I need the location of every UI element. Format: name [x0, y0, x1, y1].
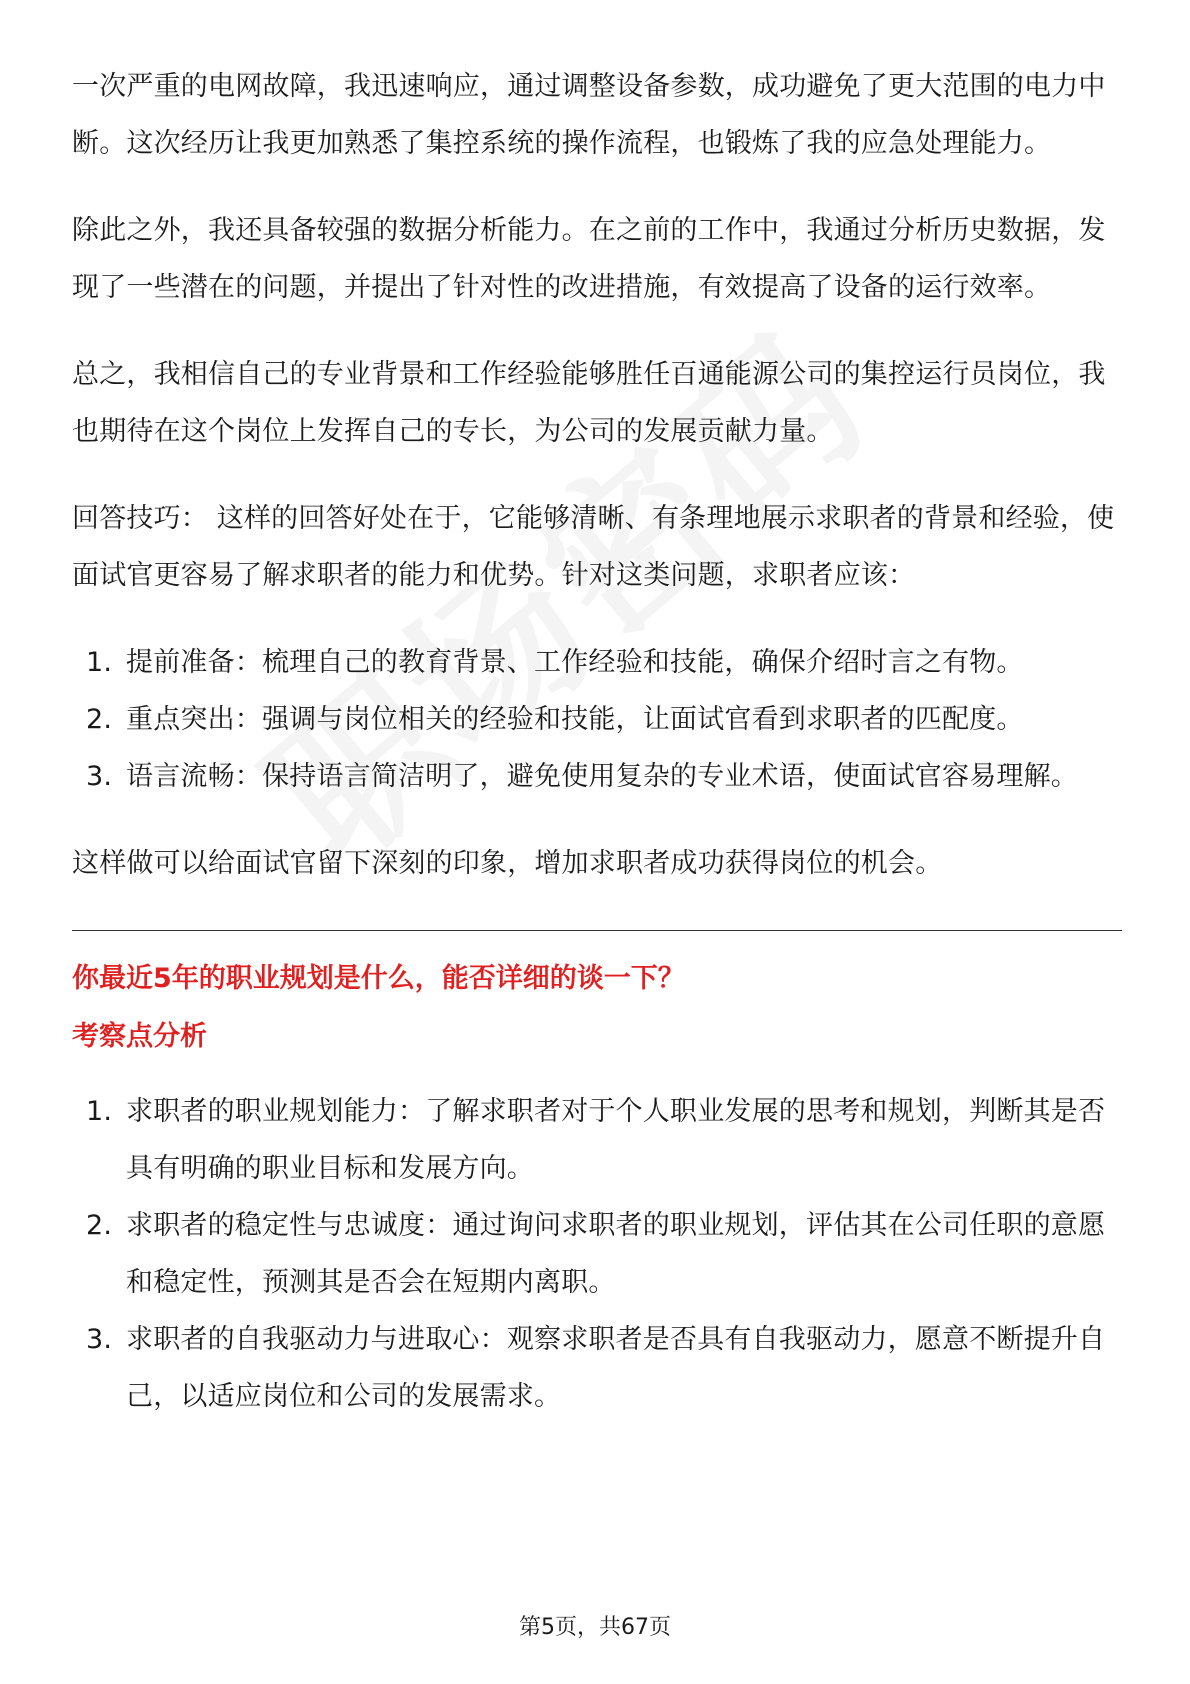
- list-text: 求职者的职业规划能力：了解求职者对于个人职业发展的思考和规划，判断其是否具有明确的职业目标和发展方向。: [126, 1096, 1106, 1184]
- list-text: 求职者的稳定性与忠诚度：通过询问求职者的职业规划，评估其在公司任职的意愿和稳定性，预测其是否会在短期内离职。: [126, 1210, 1106, 1298]
- list-item: [72, 1311, 1122, 1425]
- page-footer: 第5页，共67页: [519, 1615, 671, 1640]
- paragraph: 除此之外，我还具备较强的数据分析能力。在之前的工作中，我通过分析历史数据，发现了一些潜在的问题，并提出了针对性的改进措施，有效提高了设备的运行效率。: [72, 215, 1106, 303]
- analysis-list: [72, 1083, 1122, 1425]
- list-item: [72, 1197, 1122, 1311]
- list-item: [72, 691, 1122, 748]
- list-item: [72, 634, 1122, 691]
- closing-paragraph: 这样做可以给面试官留下深刻的印象，增加求职者成功获得岗位的机会。: [72, 848, 943, 879]
- list-text: 求职者的自我驱动力与进取心：观察求职者是否具有自我驱动力，愿意不断提升自己，以适应岗位和公司的发展需求。: [126, 1324, 1106, 1412]
- list-number: 1.: [86, 1096, 113, 1127]
- list-number: 2.: [86, 1210, 113, 1241]
- paragraph: 一次严重的电网故障，我迅速响应，通过调整设备参数，成功避免了更大范围的电力中断。这次经历让我更加熟悉了集控系统的操作流程，也锻炼了我的应急处理能力。: [72, 71, 1106, 159]
- list-number: 1.: [86, 647, 113, 678]
- list-number: 3.: [86, 1324, 113, 1355]
- list-text: 提前准备：梳理自己的教育背景、工作经验和技能，确保介绍时言之有物。: [126, 647, 1024, 678]
- list-text: 重点突出：强调与岗位相关的经验和技能，让面试官看到求职者的匹配度。: [126, 704, 1024, 735]
- list-number: 3.: [86, 761, 113, 792]
- list-item: [72, 748, 1122, 805]
- list-item: [72, 1083, 1122, 1197]
- section-divider: [72, 930, 1122, 931]
- tips-list: [72, 634, 1122, 805]
- paragraph: 总之，我相信自己的专业背景和工作经验能够胜任百通能源公司的集控运行员岗位，我也期待在这个岗位上发挥自己的专长，为公司的发展贡献力量。: [72, 359, 1106, 447]
- answer-tips-paragraph: 回答技巧： 这样的回答好处在于，它能够清晰、有条理地展示求职者的背景和经验，使面试官更容易了解求职者的能力和优势。针对这类问题，求职者应该：: [72, 503, 1115, 591]
- list-text: 语言流畅：保持语言简洁明了，避免使用复杂的专业术语，使面试官容易理解。: [126, 761, 1078, 792]
- list-number: 2.: [86, 704, 113, 735]
- question-heading: 你最近5年的职业规划是什么，能否详细的谈一下？: [72, 963, 685, 994]
- document-page: [72, 58, 1122, 1455]
- analysis-heading: 考察点分析: [72, 1021, 207, 1052]
